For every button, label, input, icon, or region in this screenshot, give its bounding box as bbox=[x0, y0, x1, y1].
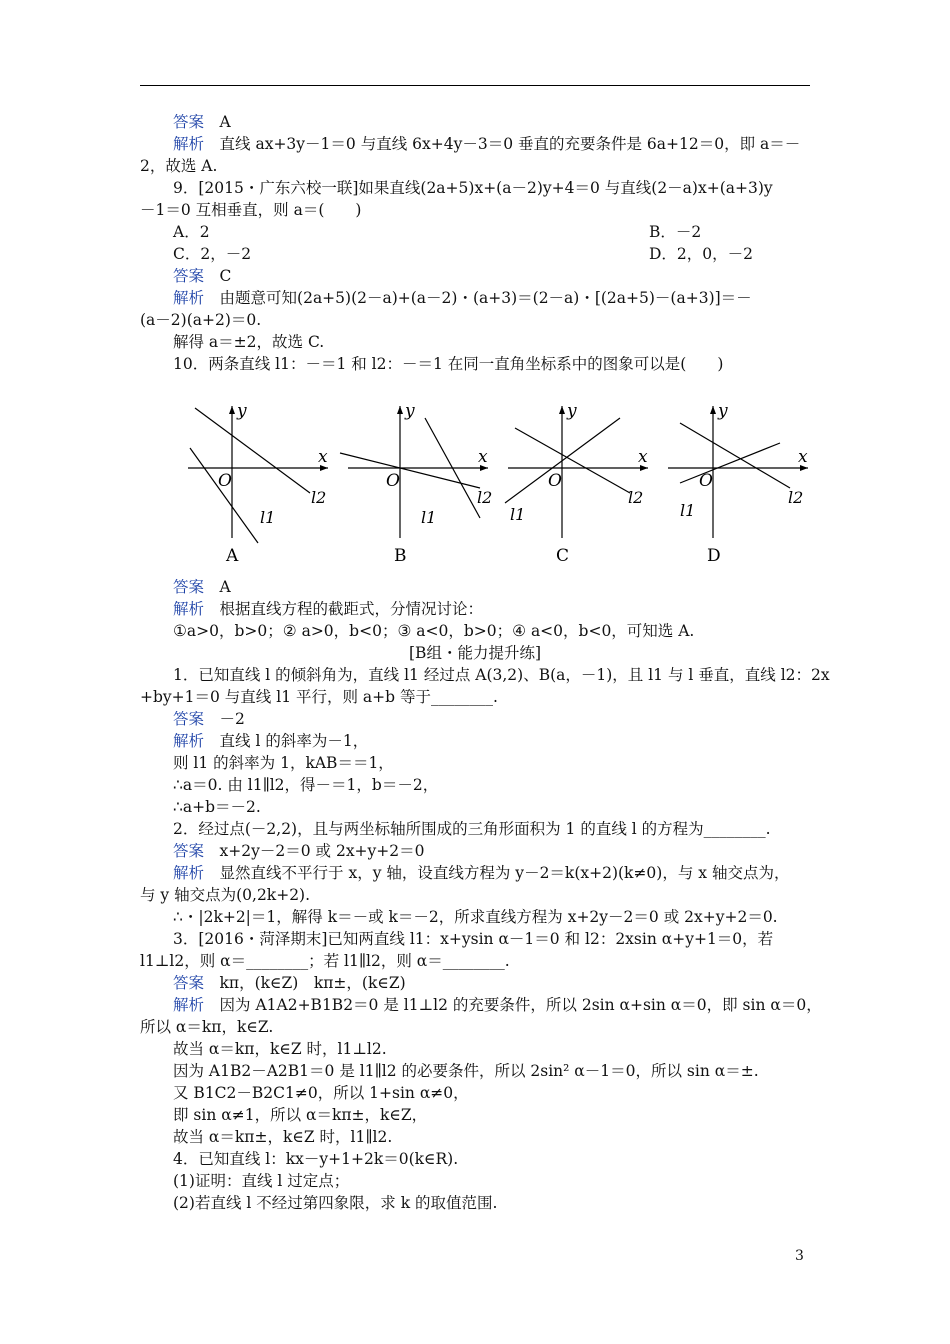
line-text: 解得 a＝±2，故选 C. bbox=[173, 333, 325, 351]
l2-label: l2 bbox=[788, 488, 804, 507]
line-text: 直线 ax+3y－1＝0 与直线 6x+4y－3＝0 垂直的充要条件是 6a+12＝0，即 a＝－ bbox=[219, 135, 801, 153]
line-text: 4．已知直线 l：kx－y+1+2k＝0(k∈R). bbox=[173, 1150, 459, 1168]
text-line bbox=[140, 309, 810, 331]
line-text: 直线 l 的斜率为－1， bbox=[219, 732, 369, 750]
text-line bbox=[140, 133, 843, 155]
l2-label: l2 bbox=[477, 488, 493, 507]
l2-label: l2 bbox=[311, 488, 327, 507]
text-line bbox=[140, 730, 843, 752]
text-line bbox=[140, 928, 843, 950]
line-text: －2 bbox=[219, 710, 245, 728]
text-line bbox=[140, 620, 843, 642]
panel-caption: C bbox=[556, 546, 570, 566]
line-text: (2)若直线 l 不经过第四象限，求 k 的取值范围. bbox=[173, 1194, 498, 1212]
answer-label: 解析 bbox=[173, 732, 205, 750]
text-line bbox=[140, 1016, 810, 1038]
line-text: 因为 A1B2－A2B1＝0 是 l1∥l2 的必要条件，所以 2sin² α－1＝0，所以 sin α＝±. bbox=[173, 1062, 759, 1080]
text-line bbox=[140, 1060, 843, 1082]
text-line bbox=[140, 906, 843, 928]
answer-label: 答案 bbox=[173, 974, 205, 992]
y-axis-label: y bbox=[718, 401, 728, 421]
y-axis-label: y bbox=[405, 401, 415, 421]
text-line bbox=[140, 862, 843, 884]
answer-label: 答案 bbox=[173, 267, 205, 285]
y-axis-arrow bbox=[229, 406, 235, 414]
text-line bbox=[140, 1038, 843, 1060]
line-text: kπ，(k∈Z) kπ±，(k∈Z) bbox=[219, 974, 406, 992]
answer-label: 答案 bbox=[173, 710, 205, 728]
text-line bbox=[140, 840, 843, 862]
text-line bbox=[140, 243, 843, 265]
text-line bbox=[140, 576, 843, 598]
line-l1 bbox=[680, 443, 780, 483]
line-text: (a－2)(a+2)＝0. bbox=[140, 311, 262, 329]
text-line bbox=[140, 1104, 843, 1126]
origin-label: O bbox=[699, 471, 713, 491]
line-text: A bbox=[219, 113, 231, 131]
line-text: 10．两条直线 l1：－＝1 和 l2：－＝1 在同一直角坐标系中的图象可以是( ) bbox=[173, 355, 724, 373]
text-line bbox=[140, 287, 843, 309]
origin-label: O bbox=[548, 471, 562, 491]
figure-line-graphs bbox=[180, 398, 820, 573]
text-line bbox=[140, 884, 810, 906]
answer-label: 解析 bbox=[173, 600, 205, 618]
text-line bbox=[140, 950, 810, 972]
line-text: ∴a+b＝－2. bbox=[173, 798, 261, 816]
answer-label: 答案 bbox=[173, 842, 205, 860]
line-text: x+2y－2＝0 或 2x+y+2＝0 bbox=[219, 842, 425, 860]
panel-caption: D bbox=[707, 546, 721, 566]
line-text: ①a>0，b>0；② a>0，b<0；③ a<0，b>0；④ a<0，b<0，可知选 A. bbox=[173, 622, 695, 640]
answer-label: 解析 bbox=[173, 135, 205, 153]
text-line bbox=[140, 111, 843, 133]
text-line bbox=[140, 1082, 843, 1104]
page-number: 3 bbox=[795, 1248, 804, 1264]
line-text: 3．[2016・菏泽期末]已知两直线 l1：x+ysin α－1＝0 和 l2：2xsin α+y+1＝0，若 bbox=[173, 930, 774, 948]
y-axis-label: y bbox=[237, 401, 247, 421]
text-line bbox=[140, 1170, 843, 1192]
line-text: 因为 A1A2+B1B2＝0 是 l1⊥l2 的充要条件，所以 2sin α+sin α＝0，即 sin α＝0， bbox=[219, 996, 822, 1014]
line-text: ∴・|2k+2|＝1，解得 k＝－或 k＝－2，所求直线方程为 x+2y－2＝0 或 2x+y+2＝0. bbox=[173, 908, 778, 926]
panel-caption: B bbox=[394, 546, 407, 566]
line-text: 故当 α＝kπ±，k∈Z 时，l1∥l2. bbox=[173, 1128, 393, 1146]
line-text: 即 sin α≠1，所以 α＝kπ±，k∈Z， bbox=[173, 1106, 428, 1124]
l1-label: l1 bbox=[510, 505, 526, 524]
line-l1 bbox=[190, 448, 258, 543]
line-text: 由题意可知(2a+5)(2－a)+(a－2)・(a+3)＝(2－a)・[(2a+5)－(a+3)]＝－ bbox=[219, 289, 752, 307]
text-line bbox=[140, 221, 843, 243]
text-line bbox=[140, 177, 843, 199]
line-text: C bbox=[219, 267, 232, 285]
origin-label: O bbox=[218, 471, 232, 491]
l2-label: l2 bbox=[628, 488, 644, 507]
answer-label: 答案 bbox=[173, 113, 205, 131]
x-axis-label: x bbox=[318, 447, 328, 467]
line-text: 2．经过点(－2,2)，且与两坐标轴所围成的三角形面积为 1 的直线 l 的方程为________. bbox=[173, 820, 771, 838]
l1-label: l1 bbox=[421, 508, 437, 527]
origin-label: O bbox=[386, 471, 400, 491]
line-text: +by+1＝0 与直线 l1 平行，则 a+b 等于________. bbox=[140, 688, 498, 706]
text-line bbox=[140, 199, 810, 221]
text-line bbox=[140, 155, 810, 177]
line-text: 所以 α＝kπ，k∈Z. bbox=[140, 1018, 274, 1036]
line-text: [B组・能力提升练] bbox=[409, 644, 541, 662]
line-text: 与 y 轴交点为(0,2k+2). bbox=[140, 886, 311, 904]
answer-label: 答案 bbox=[173, 578, 205, 596]
text-line bbox=[140, 353, 843, 375]
line-text: A．2 bbox=[173, 223, 210, 241]
text-line bbox=[140, 331, 843, 353]
option-right: D．2，0，－2 bbox=[649, 245, 754, 263]
line-text: 故当 α＝kπ，k∈Z 时，l1⊥l2. bbox=[173, 1040, 387, 1058]
line-text: 显然直线不平行于 x，y 轴，设直线方程为 y－2＝k(x+2)(k≠0)，与 x 轴交点为， bbox=[219, 864, 790, 882]
y-axis-arrow bbox=[559, 406, 565, 414]
line-text: (1)证明：直线 l 过定点； bbox=[173, 1172, 350, 1190]
panel-caption: A bbox=[226, 546, 239, 566]
text-line bbox=[140, 1192, 843, 1214]
line-l2 bbox=[680, 423, 790, 488]
line-text: 1．已知直线 l 的倾斜角为，直线 l1 经过点 A(3,2)、B(a，－1)，且 l1 与 l 垂直，直线 l2：2x bbox=[173, 666, 830, 684]
text-line bbox=[140, 598, 843, 620]
line-text: C．2，－2 bbox=[173, 245, 252, 263]
line-l2 bbox=[340, 453, 480, 488]
text-line bbox=[140, 642, 810, 664]
l1-label: l1 bbox=[680, 501, 696, 520]
text-line bbox=[140, 265, 843, 287]
y-axis-arrow bbox=[397, 406, 403, 414]
line-text: 根据直线方程的截距式，分情况讨论： bbox=[219, 600, 484, 618]
y-axis-label: y bbox=[567, 401, 577, 421]
x-axis-label: x bbox=[478, 447, 488, 467]
text-line bbox=[140, 664, 843, 686]
l1-label: l1 bbox=[260, 508, 276, 527]
line-l2 bbox=[195, 408, 310, 493]
text-line bbox=[140, 818, 843, 840]
answer-label: 解析 bbox=[173, 289, 205, 307]
line-text: 9．[2015・广东六校一联]如果直线(2a+5)x+(a－2)y+4＝0 与直线(2－a)x+(a+3)y bbox=[173, 179, 773, 197]
line-text: 又 B1C2－B2C1≠0，所以 1+sin α≠0， bbox=[173, 1084, 469, 1102]
answer-label: 解析 bbox=[173, 864, 205, 882]
text-line bbox=[140, 796, 843, 818]
text-line bbox=[140, 708, 843, 730]
text-line bbox=[140, 1126, 843, 1148]
text-line bbox=[140, 994, 843, 1016]
line-text: A bbox=[219, 578, 231, 596]
x-axis-label: x bbox=[798, 447, 808, 467]
option-right: B．－2 bbox=[649, 223, 702, 241]
x-axis-label: x bbox=[638, 447, 648, 467]
line-text: 则 l1 的斜率为 1，kAB＝＝1， bbox=[173, 754, 394, 772]
text-line bbox=[140, 774, 843, 796]
line-text: －1＝0 互相垂直，则 a＝( ) bbox=[140, 201, 362, 219]
y-axis-arrow bbox=[710, 406, 716, 414]
text-line bbox=[140, 1148, 843, 1170]
answer-label: 解析 bbox=[173, 996, 205, 1014]
text-line bbox=[140, 752, 843, 774]
text-line bbox=[140, 972, 843, 994]
line-text: l1⊥l2，则 α＝________；若 l1∥l2，则 α＝________. bbox=[140, 952, 510, 970]
header-rule bbox=[140, 85, 810, 86]
line-text: ∴a＝0. 由 l1∥l2，得－＝1，b＝－2， bbox=[173, 776, 439, 794]
text-line bbox=[140, 686, 810, 708]
line-text: 2，故选 A. bbox=[140, 157, 218, 175]
